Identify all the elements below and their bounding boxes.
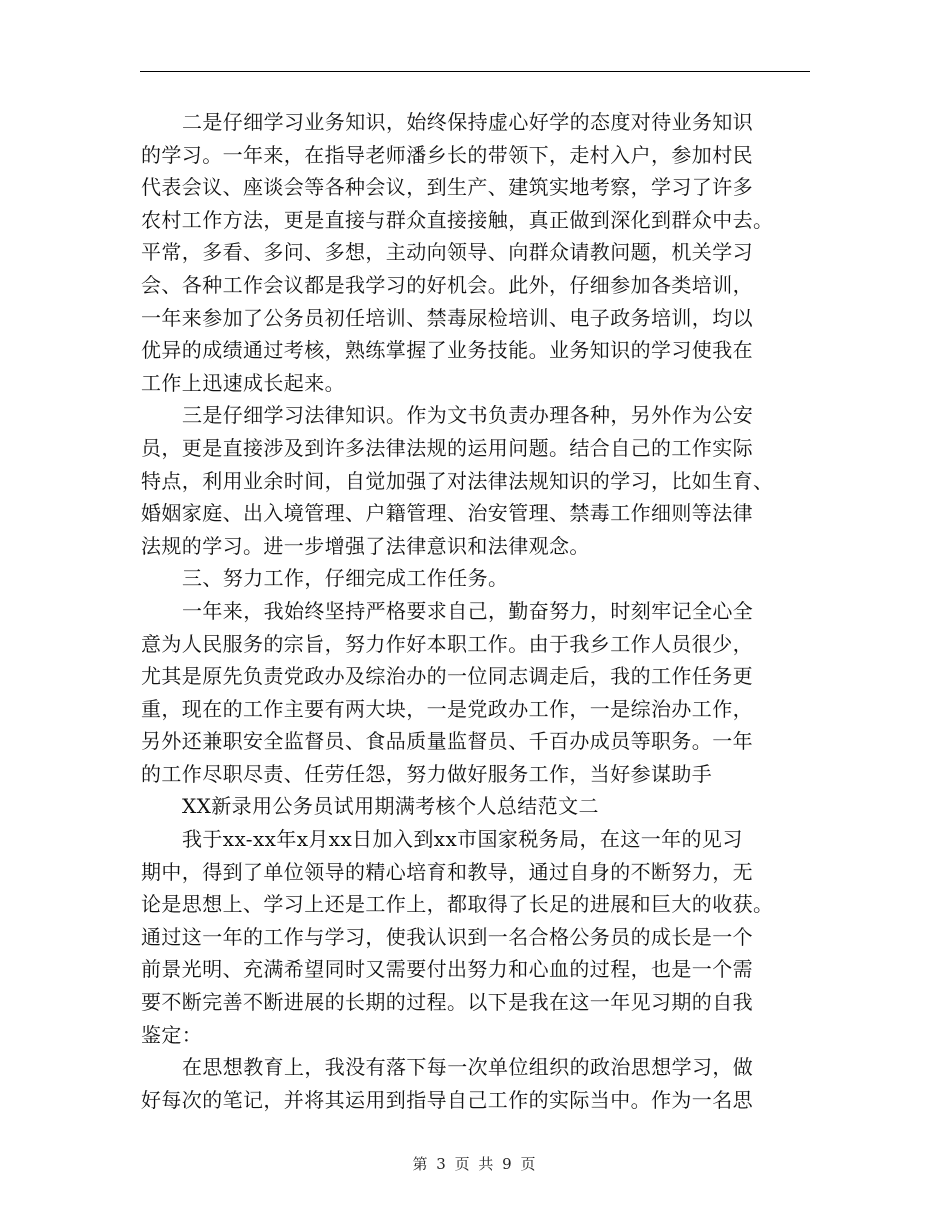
body-line: 的工作尽职尽责、任劳任怨，努力做好服务工作，当好参谋助手 xyxy=(141,761,713,786)
body-line: 法规的学习。进一步增强了法律意识和法律观念。 xyxy=(141,533,590,558)
body-line: 一年来参加了公务员初任培训、禁毒尿检培训、电子政务培训，均以 xyxy=(141,305,753,330)
body-line: 期中，得到了单位领导的精心培育和教导，通过自身的不断努力，无 xyxy=(141,859,753,884)
body-line: 我于xx-xx年x月xx日加入到xx市国家税务局，在这一年的见习 xyxy=(182,827,743,852)
body-line: 好每次的笔记，并将其运用到指导自己工作的实际当中。作为一名思 xyxy=(141,1087,753,1112)
body-line: 鉴定： xyxy=(141,1022,203,1047)
body-line: 员，更是直接涉及到许多法律法规的运用问题。结合自己的工作实际 xyxy=(141,435,753,460)
body-line: 通过这一年的工作与学习，使我认识到一名合格公务员的成长是一个 xyxy=(141,924,753,949)
body-line: 代表会议、座谈会等各种会议，到生产、建筑实地考察，学习了许多 xyxy=(141,175,753,200)
body-line: 二是仔细学习业务知识，始终保持虚心好学的态度对待业务知识 xyxy=(182,110,754,134)
body-line: 特点，利用业余时间，自觉加强了对法律法规知识的学习，比如生育、 xyxy=(141,468,774,493)
body-line: 农村工作方法，更是直接与群众直接接触，真正做到深化到群众中去。 xyxy=(141,207,774,232)
body-line: 工作上迅速成长起来。 xyxy=(141,370,345,395)
body-line: 平常，多看、多问、多想，主动向领导、向群众请教问题，机关学习 xyxy=(141,240,753,265)
body-line: 三是仔细学习法律知识。作为文书负责办理各种，另外作为公安 xyxy=(182,403,754,428)
body-line: 的学习。一年来，在指导老师潘乡长的带领下，走村入户，参加村民 xyxy=(141,142,753,167)
body-line: 重，现在的工作主要有两大块，一是党政办工作，一是综治办工作， xyxy=(141,696,753,721)
body-line: 前景光明、充满希望同时又需要付出努力和心血的过程，也是一个需 xyxy=(141,957,753,982)
body-line: 一年来，我始终坚持严格要求自己，勤奋努力，时刻牢记全心全 xyxy=(182,598,754,623)
body-line: 优异的成绩通过考核，熟练掌握了业务技能。业务知识的学习使我在 xyxy=(141,338,753,363)
body-line: 尤其是原先负责党政办及综治办的一位同志调走后，我的工作任务更 xyxy=(141,664,753,689)
body-line: 会、各种工作会议都是我学习的好机会。此外，仔细参加各类培训， xyxy=(141,272,753,297)
body-line: 论是思想上、学习上还是工作上，都取得了长足的进展和巨大的收获。 xyxy=(141,892,774,917)
body-line: 三、努力工作，仔细完成工作任务。 xyxy=(182,566,509,591)
body-line: 另外还兼职安全监督员、食品质量监督员、千百办成员等职务。一年 xyxy=(141,729,753,754)
body-line: 婚姻家庭、出入境管理、户籍管理、治安管理、禁毒工作细则等法律 xyxy=(141,501,753,526)
body-line: 要不断完善不断进展的长期的过程。以下是我在这一年见习期的自我 xyxy=(141,990,753,1015)
body-line: XX新录用公务员试用期满考核个人总结范文二 xyxy=(182,794,599,819)
page-number: 第 3 页 共 9 页 xyxy=(412,1155,538,1173)
body-line: 在思想教育上，我没有落下每一次单位组织的政治思想学习，做 xyxy=(182,1055,754,1080)
document-body xyxy=(141,106,813,1116)
header-rule xyxy=(140,71,810,72)
body-line: 意为人民服务的宗旨，努力作好本职工作。由于我乡工作人员很少， xyxy=(141,631,753,656)
